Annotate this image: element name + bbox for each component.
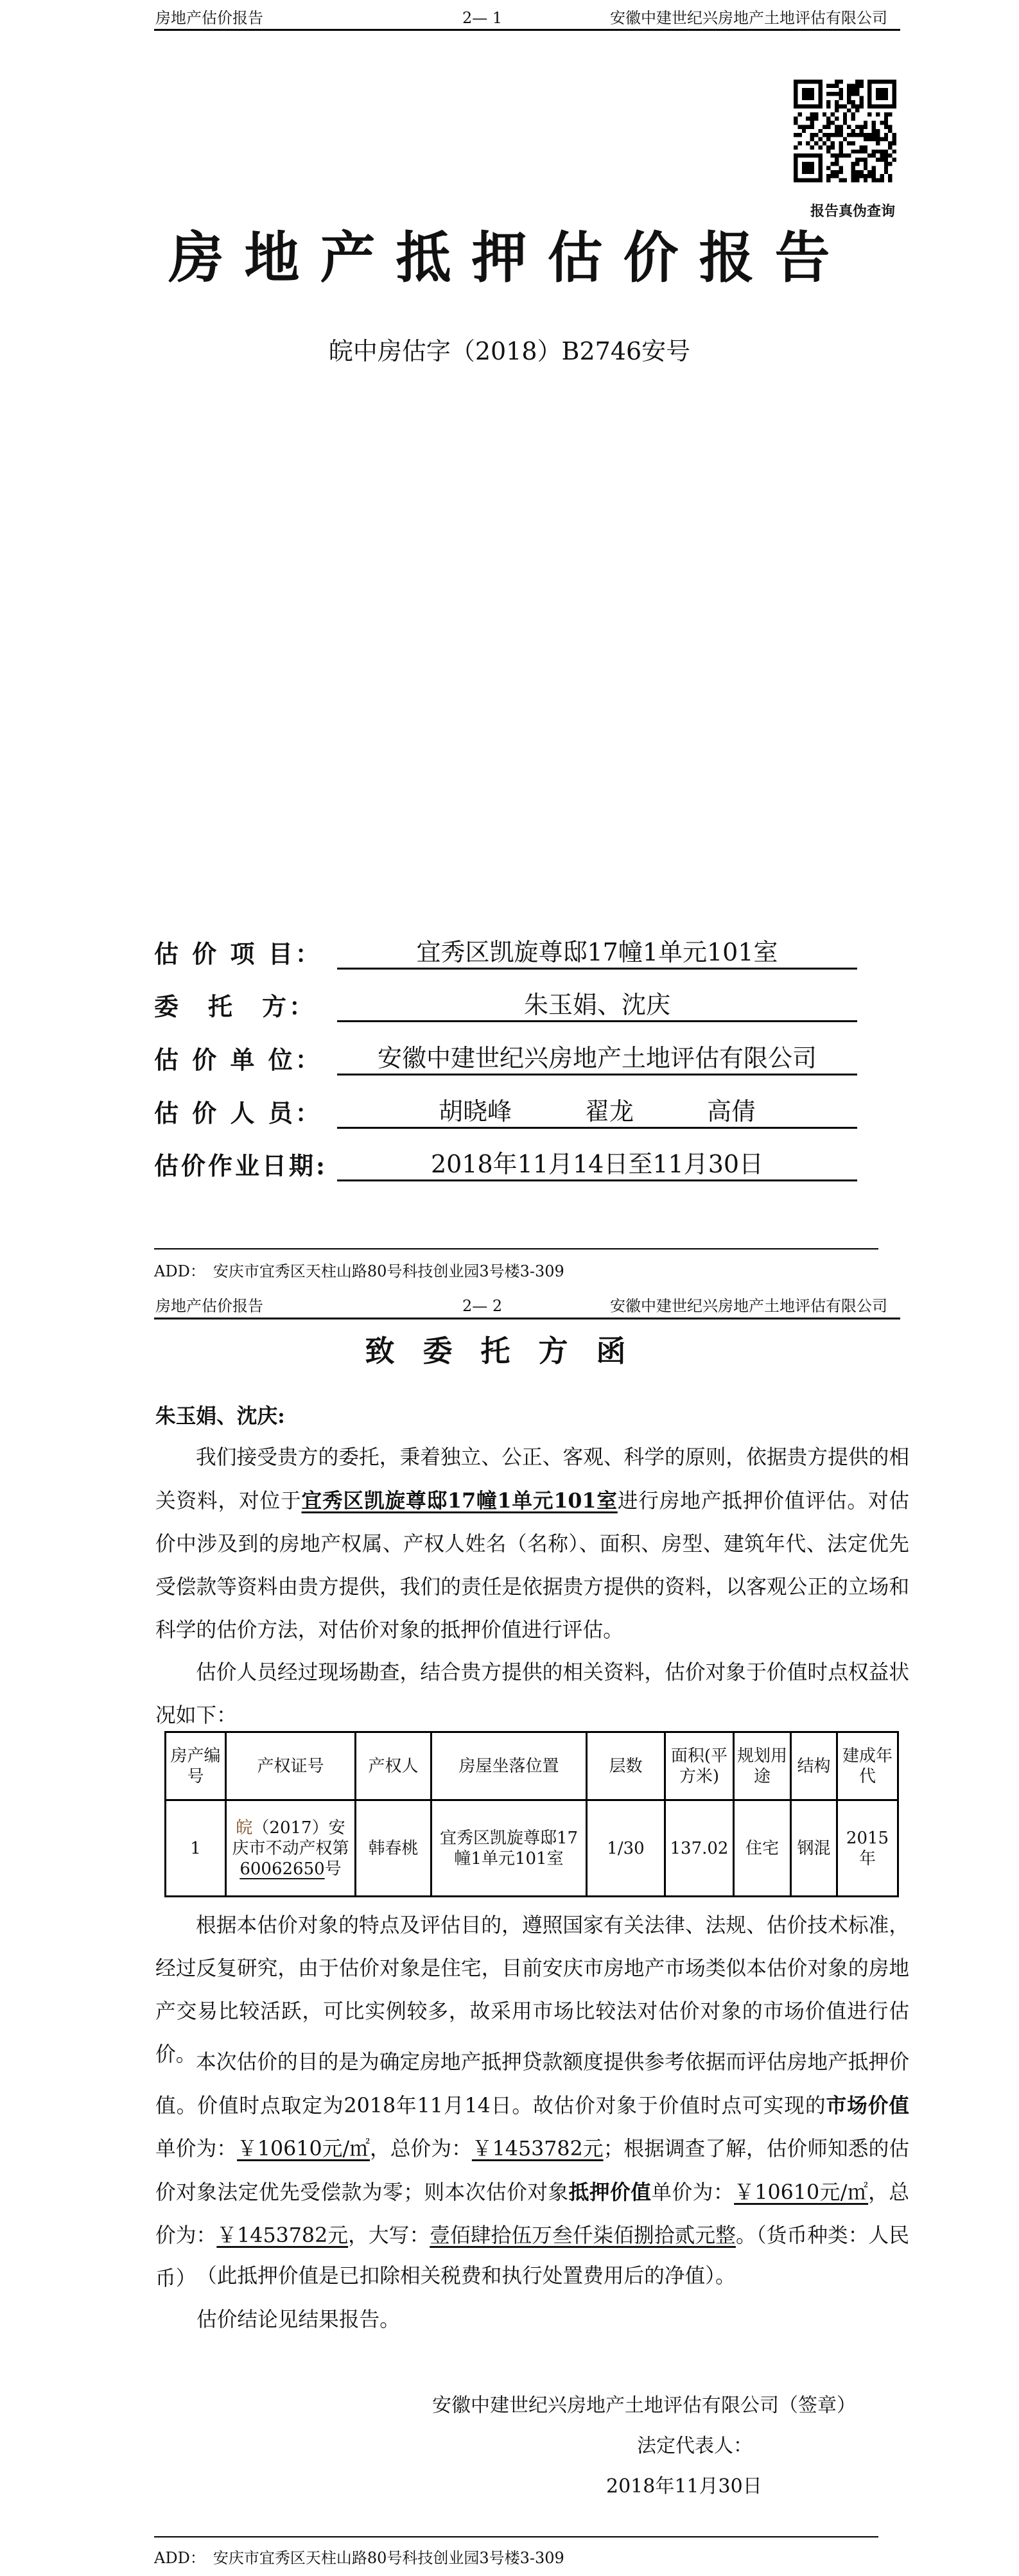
page-header-right: 安徽中建世纪兴房地产土地评估有限公司 <box>610 9 887 27</box>
footer-address: ADD： 安庆市宜秀区天柱山路80号科技创业园3号楼3-309 <box>154 1262 564 1280</box>
text: 我们接受贵方的委托，秉着独立、公正、客观、科学的原则，依据贵方提供的相关资料，对位于 <box>155 1446 909 1513</box>
header-divider <box>154 1318 900 1319</box>
cert-number: 60062650 <box>240 1859 325 1879</box>
field-value: 安徽中建世纪兴房地产土地评估有限公司 <box>337 1043 857 1075</box>
col-header: 房屋坐落位置 <box>431 1732 587 1800</box>
field-label: 估 价 项 目： <box>154 939 322 968</box>
field-label: 估 价 人 员： <box>154 1099 322 1127</box>
market-total-price: ￥1453782元 <box>471 2137 604 2161</box>
col-header: 建成年代 <box>837 1732 898 1800</box>
signature-date: 2018年11月30日 <box>606 2475 762 2498</box>
field-appraiser-org <box>154 1043 857 1075</box>
cert-suffix: 号 <box>324 1859 342 1879</box>
field-label: 估价作业日期: <box>154 1151 328 1180</box>
mortgage-value-label: 抵押价值 <box>568 2180 652 2204</box>
col-header: 房产编号 <box>166 1732 226 1800</box>
report-number: 皖中房估字（2018）B2746安号 <box>328 337 691 365</box>
market-value-label: 市场价值 <box>826 2094 909 2118</box>
cell-cert <box>226 1800 356 1897</box>
mortgage-total-price: ￥1453782元 <box>216 2224 349 2247</box>
qr-code-icon <box>794 79 896 183</box>
cell-structure: 钢混 <box>791 1800 837 1897</box>
page-header-left: 房地产估价报告 <box>155 1297 263 1315</box>
text: ；根据调查了解，估价师知悉的估价对象法定优先受偿款为零；则本次估价对象 <box>155 2137 910 2204</box>
cell-year: 2015年 <box>837 1800 898 1897</box>
text: 进行房地产抵押价值评估。对估价中涉及到的房地产权属、产权人姓名（名称）、面积、房型、建筑年代、法定优先受偿款等资料由贵方提供，我们的责任是依据贵方提供的资料，以客观公正的立场和科学的估价方法，对估价对象的抵押价值进行评估。 <box>155 1490 910 1642</box>
paragraph-2: 估价人员经过现场勘查，结合贵方提供的相关资料，估价对象于价值时点权益状况如下： <box>155 1661 909 1727</box>
cell-location: 宜秀区凯旋尊邸17幢1单元101室 <box>431 1800 587 1897</box>
text: 单价为： <box>155 2137 238 2161</box>
text: 本次估价的目的是为确定房地产抵押贷款额度提供参考依据而评估房地产抵押价值。价值时点取定为2018年11月14日。故估价对象于价值时点可实现的 <box>155 2051 909 2118</box>
page-header-right: 安徽中建世纪兴房地产土地评估有限公司 <box>610 1297 887 1315</box>
report-title: 房地产抵押估价报告 <box>168 225 851 290</box>
cell-no: 1 <box>166 1800 226 1897</box>
header-divider <box>154 29 900 31</box>
property-table <box>164 1731 899 1897</box>
page-number: 2— 2 <box>462 1297 503 1315</box>
property-address: 宜秀区凯旋尊邸17幢1单元101室 <box>301 1489 618 1513</box>
signature-company: 安徽中建世纪兴房地产土地评估有限公司（签章） <box>432 2394 856 2417</box>
qr-caption: 报告真伪查询 <box>810 203 896 220</box>
field-value: 2018年11月14日至11月30日 <box>337 1149 857 1181</box>
page-number: 2— 1 <box>462 9 503 27</box>
col-header: 结构 <box>791 1732 837 1800</box>
field-label: 估 价 单 位： <box>154 1045 322 1074</box>
mortgage-unit-price: ￥10610元/㎡ <box>734 2181 869 2204</box>
col-header: 面积(平方米) <box>665 1732 734 1800</box>
col-header: 规划用途 <box>734 1732 791 1800</box>
field-value: 胡晓峰 翟龙 高倩 <box>337 1096 857 1129</box>
field-value: 朱玉娟、沈庆 <box>337 989 857 1022</box>
market-unit-price: ￥10610元/㎡ <box>237 2137 370 2161</box>
text: 单价为： <box>651 2181 735 2204</box>
col-header: 层数 <box>587 1732 665 1800</box>
field-project <box>154 937 857 970</box>
text: 。（货币种类：人民币） <box>155 2224 910 2290</box>
paragraph-5: （此抵押价值是已扣除相关税费和执行处置费用后的净值）。 <box>196 2265 736 2288</box>
paragraph-1 <box>155 1436 909 1652</box>
col-header: 产权人 <box>356 1732 431 1800</box>
cell-area: 137.02 <box>665 1800 734 1897</box>
field-client <box>154 990 857 1022</box>
footer-divider <box>154 2536 878 2537</box>
cell-owner: 韩春桃 <box>356 1800 431 1897</box>
footer-address: ADD： 安庆市宜秀区天柱山路80号科技创业园3号楼3-309 <box>154 2549 564 2567</box>
cert-prefix: 皖 <box>236 1818 253 1838</box>
field-work-date <box>154 1149 857 1181</box>
field-appraisers <box>154 1097 857 1129</box>
paragraph-3: 根据本估价对象的特点及评估目的，遵照国家有关法律、法规、估价技术标准，经过反复研究，由于估价对象是住宅，目前安庆市房地产市场类似本估价对象的房地产交易比较活跃，可比实例较多，故采用市场比较法对估价对象的市场价值进行估价。 <box>155 1914 909 2066</box>
text: ，大写： <box>348 2224 430 2247</box>
cell-use: 住宅 <box>734 1800 791 1897</box>
legal-representative: 法定代表人： <box>637 2435 753 2457</box>
cell-floor: 1/30 <box>587 1800 665 1897</box>
page-header-left: 房地产估价报告 <box>155 9 263 27</box>
text: ，总价为： <box>155 2181 910 2247</box>
col-header: 产权证号 <box>226 1732 356 1800</box>
letter-title: 致委托方函 <box>365 1334 654 1368</box>
field-value: 宜秀区凯旋尊邸17幢1单元101室 <box>337 937 857 970</box>
cert-text: （2017）安庆市不动产权第 <box>232 1818 349 1858</box>
table-header-row <box>166 1732 898 1800</box>
paragraph-6: 估价结论见结果报告。 <box>196 2308 400 2331</box>
table-row <box>166 1800 898 1897</box>
text: ，总价为： <box>370 2137 472 2161</box>
salutation: 朱玉娟、沈庆: <box>155 1404 285 1428</box>
footer-divider <box>154 1248 878 1249</box>
field-label: 委 托 方： <box>154 992 317 1021</box>
amount-in-words: 壹佰肆拾伍万叁仟柒佰捌拾贰元整 <box>430 2224 736 2247</box>
